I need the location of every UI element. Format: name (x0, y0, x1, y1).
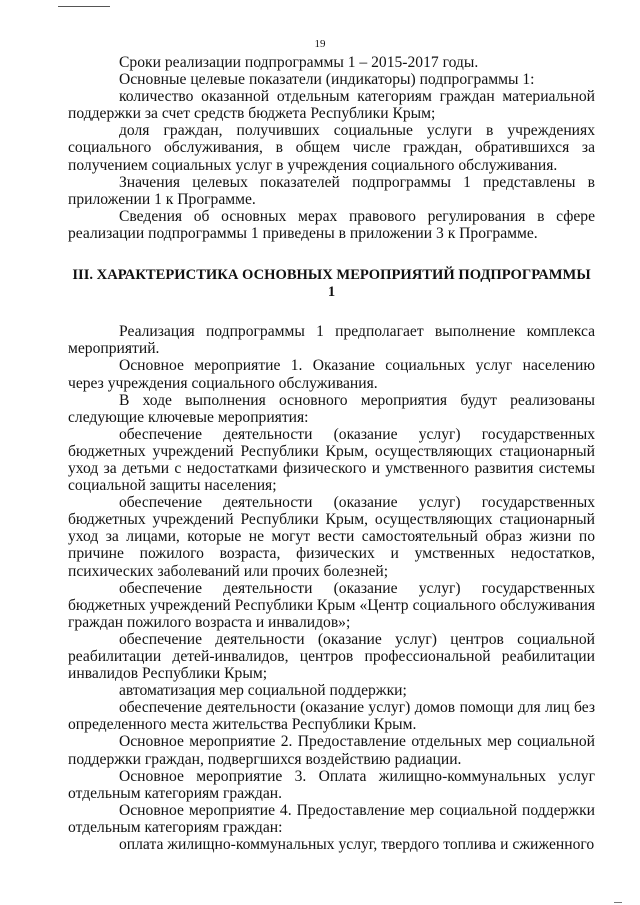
paragraph: В ходе выполнения основного мероприятия будут реализованы следующие ключевые мероприятия: (68, 391, 595, 426)
paragraph: Сроки реализации подпрограммы 1 – 2015-2017 годы. (119, 54, 479, 71)
paragraph: оплата жилищно-коммунальных услуг, твердого топлива и сжиженного (119, 836, 595, 854)
paragraph: Основное мероприятие 4. Предоставление мер социальной поддержки отдельным категориям граждан: (68, 801, 595, 836)
paragraph: обеспечение деятельности (оказание услуг) домов помощи для лиц без определенного места жительства Республики Крым. (68, 699, 595, 734)
paragraph: обеспечение деятельности (оказание услуг) государственных бюджетных учреждений Республики Крым, осуществляющих стационарный уход за детьми с недостатками физического и умственного развития системы социальной защиты населения; (68, 425, 595, 495)
section-heading: III. ХАРАКТЕРИСТИКА ОСНОВНЫХ МЕРОПРИЯТИЙ ПОДПРОГРАММЫ 1 (72, 267, 591, 301)
paragraph: Основное мероприятие 1. Оказание социальных услуг населению через учреждения социального обслуживания. (68, 357, 595, 392)
paragraph: обеспечение деятельности (оказание услуг) государственных бюджетных учреждений Республики Крым «Центр социального обслуживания граждан пожилого возраста и инвалидов»; (68, 579, 595, 631)
paragraph: Основное мероприятие 3. Оплата жилищно-коммунальных услуг отдельным категориям граждан. (68, 767, 595, 802)
page-edge-mark (614, 902, 622, 903)
document-body (68, 54, 595, 853)
paragraph: Значения целевых показателей подпрограммы 1 представлены в приложении 1 к Программе. (68, 173, 595, 208)
paragraph: количество оказанной отдельным категориям граждан материальной поддержки за счет средств бюджета Республики Крым; (68, 88, 595, 123)
paragraph: обеспечение деятельности (оказание услуг) центров социальной реабилитации детей-инвалидов, центров профессиональной реабилитации инвалидов Республики Крым; (68, 630, 595, 683)
paragraph: автоматизация мер социальной поддержки; (119, 682, 407, 700)
paragraph: Основное мероприятие 2. Предоставление отдельных мер социальной поддержки граждан, подвергшихся воздействию радиации. (68, 733, 595, 768)
paragraph: доля граждан, получивших социальные услуги в учреждениях социального обслуживания, в общем числе граждан, обратившихся за получением социальных услуг в учреждения социального обслуживания. (68, 122, 595, 174)
paragraph: Основные целевые показатели (индикаторы) подпрограммы 1: (119, 71, 535, 89)
paragraph: обеспечение деятельности (оказание услуг) государственных бюджетных учреждений Республики Крым, осуществляющих стационарный уход за лицами, которые не могут вести самостоятельный образ жизни по причине пожилого возраста, физических и умственных недостатков, психических заболеваний или прочих болезней; (68, 494, 595, 580)
top-rule (58, 6, 110, 7)
paragraph: Реализация подпрограммы 1 предполагает выполнение комплекса мероприятий. (68, 323, 595, 358)
paragraph: Сведения об основных мерах правового регулирования в сфере реализации подпрограммы 1 приведены в приложении 3 к Программе. (68, 207, 595, 242)
page-number: 19 (314, 38, 326, 50)
